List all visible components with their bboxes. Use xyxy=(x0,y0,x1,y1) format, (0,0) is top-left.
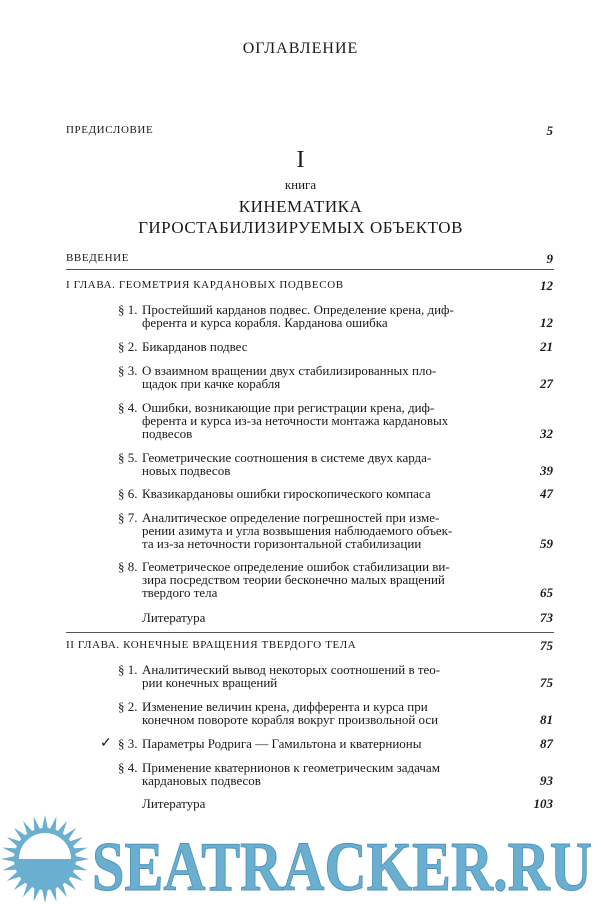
entry-label: ПРЕДИСЛОВИЕ xyxy=(66,124,154,136)
section-title xyxy=(142,340,514,353)
page-number: 75 xyxy=(540,675,553,690)
section-title xyxy=(142,560,514,599)
section-title-line: щадок при качке корабля xyxy=(142,376,281,391)
section-number: § 4. xyxy=(118,760,138,775)
watermark-text: SEATRACKER.RU xyxy=(92,829,592,904)
section-title-line: Аналитическое определение погрешностей при изме- xyxy=(142,510,440,525)
divider xyxy=(66,632,554,633)
section-title-line: зира посредством теории бесконечно малых вращений xyxy=(142,572,445,587)
divider xyxy=(66,269,554,270)
page-number: 12 xyxy=(540,278,553,293)
page-number: 47 xyxy=(540,486,553,501)
section-title xyxy=(142,797,514,810)
section-title-line: подвесов xyxy=(142,426,193,441)
page-number: 39 xyxy=(540,463,553,478)
section-title xyxy=(142,700,514,726)
book-number: I xyxy=(296,147,305,173)
section-number: § 1. xyxy=(118,662,138,677)
section-title-line: Квазикардановы ошибки гироскопического компаса xyxy=(142,486,431,501)
section-title-line: ферента и курса корабля. Карданова ошибка xyxy=(142,315,388,330)
book-title-line1: КИНЕМАТИКА xyxy=(238,197,363,216)
chapter-label: I ГЛАВА. ГЕОМЕТРИЯ КАРДАНОВЫХ ПОДВЕСОВ xyxy=(66,279,344,291)
section-number: § 4. xyxy=(118,400,138,415)
section-title-line: рии конечных вращений xyxy=(142,675,278,690)
section-number: § 6. xyxy=(118,486,138,501)
section-number: § 3. xyxy=(118,736,138,751)
section-number: § 1. xyxy=(118,302,138,317)
section-number: § 2. xyxy=(118,339,138,354)
section-title xyxy=(142,611,514,624)
page-number: 59 xyxy=(540,536,553,551)
section-title-line: кардановых подвесов xyxy=(142,773,261,788)
section-title xyxy=(142,303,514,329)
page-number: 5 xyxy=(546,123,553,138)
section-title-line: Геометрическое определение ошибок стабилизации ви- xyxy=(142,559,450,574)
section-title-line: новых подвесов xyxy=(142,463,231,478)
page-number: 21 xyxy=(540,339,553,354)
sun-icon xyxy=(1,815,89,903)
section-number: § 3. xyxy=(118,363,138,378)
section-number: § 5. xyxy=(118,450,138,465)
section-title-line: твердого тела xyxy=(142,585,218,600)
section-title xyxy=(142,364,514,390)
section-title-line: Аналитический вывод некоторых соотношений в тео- xyxy=(142,662,441,677)
page-number: 75 xyxy=(540,638,553,653)
book-title-line2: ГИРОСТАБИЛИЗИРУЕМЫХ ОБЪЕКТОВ xyxy=(138,218,463,237)
chapter-label: II ГЛАВА. КОНЕЧНЫЕ ВРАЩЕНИЯ ТВЕРДОГО ТЕЛА xyxy=(66,639,357,651)
section-title xyxy=(142,761,514,787)
watermark-logo xyxy=(0,812,601,904)
page-number: 27 xyxy=(540,376,553,391)
section-title-line: Параметры Родрига — Гамильтона и кватернионы xyxy=(142,736,422,751)
section-title-line: Применение кватернионов к геометрическим задачам xyxy=(142,760,440,775)
section-title-line: Бикарданов подвес xyxy=(142,339,248,354)
page-number: 103 xyxy=(533,796,553,811)
section-title xyxy=(142,451,514,477)
entry-label: ВВЕДЕНИЕ xyxy=(66,252,130,264)
section-title-line: рении азимута и угла возвышения наблюдаемого объек- xyxy=(142,523,453,538)
page-number: 81 xyxy=(540,712,553,727)
page-title: ОГЛАВЛЕНИЕ xyxy=(242,40,359,57)
section-title-line: ферента и курса из-за неточности монтажа кардановых xyxy=(142,413,449,428)
section-title xyxy=(142,511,514,550)
book-word: книга xyxy=(284,177,317,192)
page-number: 12 xyxy=(540,315,553,330)
page-number: 65 xyxy=(540,585,553,600)
section-number: § 2. xyxy=(118,699,138,714)
section-title-line: Литература xyxy=(142,610,206,625)
section-title xyxy=(142,487,514,500)
section-title-line: Изменение величин крена, дифферента и курса при xyxy=(142,699,428,714)
section-title xyxy=(142,663,514,689)
section-title-line: Литература xyxy=(142,796,206,811)
section-title-line: О взаимном вращении двух стабилизированных пло- xyxy=(142,363,437,378)
page-number: 93 xyxy=(540,773,553,788)
section-title-line: Простейший карданов подвес. Определение крена, диф- xyxy=(142,302,454,317)
page-number: 32 xyxy=(540,426,553,441)
section-title-line: Ошибки, возникающие при регистрации крена, диф- xyxy=(142,400,435,415)
section-title-line: Геометрические соотношения в системе двух карда- xyxy=(142,450,432,465)
page-number: 73 xyxy=(540,610,553,625)
check-mark-icon: ✓ xyxy=(100,736,112,751)
section-title xyxy=(142,401,514,440)
section-title-line: конечном повороте корабля вокруг произвольной оси xyxy=(142,712,439,727)
section-title xyxy=(142,737,514,750)
section-number: § 8. xyxy=(118,559,138,574)
section-number: § 7. xyxy=(118,510,138,525)
section-title-line: та из-за неточности горизонтальной стабилизации xyxy=(142,536,422,551)
page-number: 9 xyxy=(546,251,553,266)
page-number: 87 xyxy=(540,736,553,751)
